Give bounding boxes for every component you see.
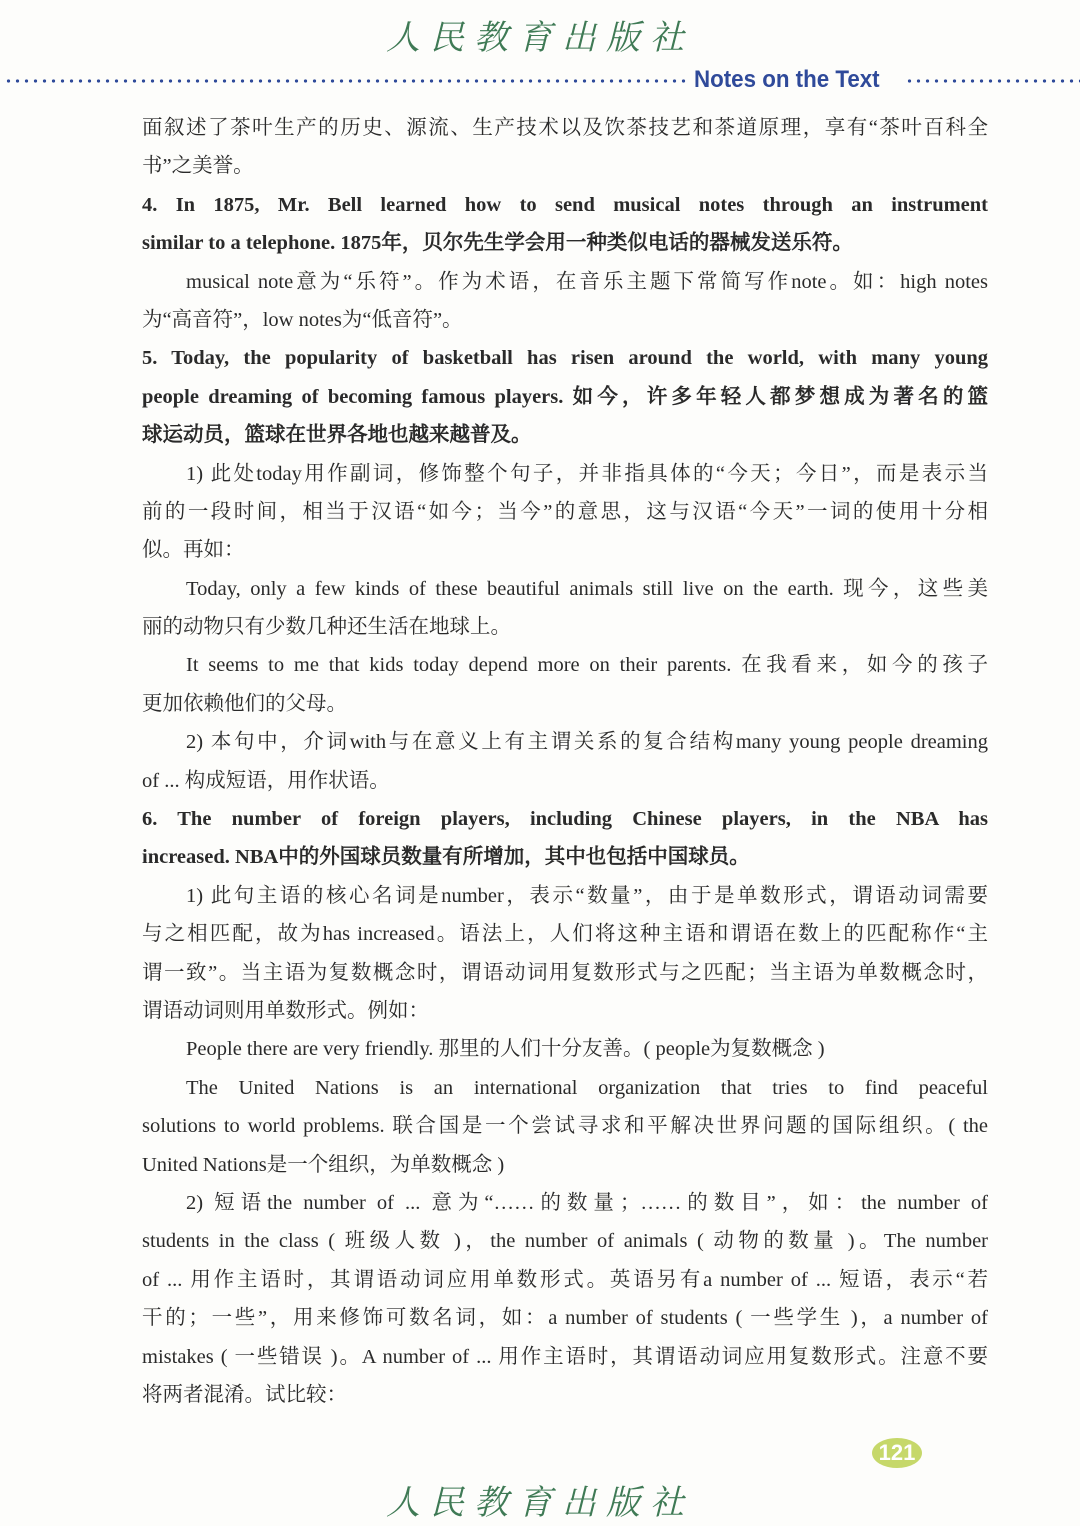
text-line: 6. The number of foreign players, including Chinese players, in the NBA has <box>142 808 988 831</box>
section-header <box>0 66 1080 96</box>
text-line: of ... 用作主语时，其谓语动词应用单数形式。英语另有a number of ... 短语，表示“若 <box>142 1268 988 1291</box>
note-paragraph <box>142 109 988 186</box>
text-line: 2) 短语the number of ... 意为“……的数量；……的数目”，如：the number of <box>186 1191 988 1214</box>
text-line: 将两者混淆。试比较： <box>142 1383 347 1406</box>
notes-body <box>142 109 988 1414</box>
text-line: of ... 构成短语，用作状语。 <box>142 769 390 792</box>
text-line: It seems to me that kids today depend more on their parents. 在我看来，如今的孩子 <box>186 654 988 677</box>
text-line: increased. NBA中的外国球员数量有所增加，其中也包括中国球员。 <box>142 846 750 869</box>
note-heading <box>142 186 988 263</box>
text-line: 干的；一些”，用来修饰可数名词，如：a number of students ( 一些学生 )，a number of <box>142 1307 988 1330</box>
text-line: The United Nations is an international organization that tries to find peaceful <box>186 1076 988 1099</box>
text-line: mistakes ( 一些错误 )。A number of ... 用作主语时，其谓语动词应用复数形式。注意不要 <box>142 1345 988 1368</box>
text-line: 谓语动词则用单数形式。例如： <box>142 999 429 1022</box>
text-line: 与之相匹配，故为has increased。语法上，人们将这种主语和谓语在数上的匹配称作“主 <box>142 923 988 946</box>
text-line: students in the class ( 班级人数 )，the number of animals ( 动物的数量 )。The number <box>142 1230 988 1253</box>
text-line: 面叙述了茶叶生产的历史、源流、生产技术以及饮茶技艺和茶道原理，享有“茶叶百科全 <box>142 117 988 139</box>
note-heading <box>142 339 988 454</box>
dotted-rule-right <box>905 78 1080 84</box>
text-line: 为“高音符”，low notes为“低音符”。 <box>142 308 463 331</box>
note-paragraph <box>142 646 988 723</box>
text-line: 1) 此句主语的核心名词是number，表示“数量”，由于是单数形式，谓语动词需要 <box>186 884 988 907</box>
text-line: 更加依赖他们的父母。 <box>142 692 347 715</box>
publisher-logo-bottom: 人民教育出版社 <box>386 1483 694 1523</box>
text-line: 谓一致”。当主语为复数概念时，谓语动词用复数形式与之匹配；当主语为单数概念时， <box>142 961 988 984</box>
note-paragraph <box>142 723 988 800</box>
note-paragraph <box>142 877 988 1031</box>
note-heading <box>142 800 988 877</box>
note-paragraph <box>142 570 988 647</box>
note-paragraph <box>142 455 988 570</box>
note-paragraph <box>142 1069 988 1184</box>
text-line: 丽的动物只有少数几种还生活在地球上。 <box>142 616 511 639</box>
text-line: 4. In 1875, Mr. Bell learned how to send musical notes through an instrument <box>142 193 988 216</box>
text-line: People there are very friendly. 那里的人们十分友善。( people为复数概念 ) <box>186 1038 825 1061</box>
text-line: 前的一段时间，相当于汉语“如今；当今”的意思，这与汉语“今天”一词的使用十分相 <box>142 500 988 523</box>
text-line: similar to a telephone. 1875年，贝尔先生学会用一种类似电话的器械发送乐符。 <box>142 232 853 255</box>
text-line: Today, only a few kinds of these beautiful animals still live on the earth. 现今，这些美 <box>186 577 988 600</box>
text-line: people dreaming of becoming famous players. 如今，许多年轻人都梦想成为著名的篮 <box>142 385 988 408</box>
text-line: United Nations是一个组织，为单数概念 ) <box>142 1153 505 1176</box>
text-line: 5. Today, the popularity of basketball has risen around the world, with many young <box>142 347 988 370</box>
note-paragraph <box>142 263 988 340</box>
page-number-badge: 121 <box>872 1438 922 1468</box>
text-line: 球运动员，篮球在世界各地也越来越普及。 <box>142 424 532 447</box>
text-line: solutions to world problems. 联合国是一个尝试寻求和平解决世界问题的国际组织。( the <box>142 1115 988 1138</box>
text-line: 书”之美誉。 <box>142 155 254 178</box>
note-paragraph <box>142 1184 988 1414</box>
dotted-rule-left <box>4 78 686 84</box>
section-title: Notes on the Text <box>694 66 880 93</box>
text-line: 1) 此处today用作副词，修饰整个句子，并非指具体的“今天；今日”，而是表示当 <box>186 462 988 485</box>
publisher-logo-top: 人民教育出版社 <box>386 18 694 58</box>
text-line: 似。再如： <box>142 539 245 562</box>
note-paragraph <box>142 1030 988 1068</box>
text-line: musical note意为“乐符”。作为术语，在音乐主题下常简写作note。如：high notes <box>186 270 988 293</box>
text-line: 2) 本句中，介词with与在意义上有主谓关系的复合结构many young people dreaming <box>186 731 988 754</box>
